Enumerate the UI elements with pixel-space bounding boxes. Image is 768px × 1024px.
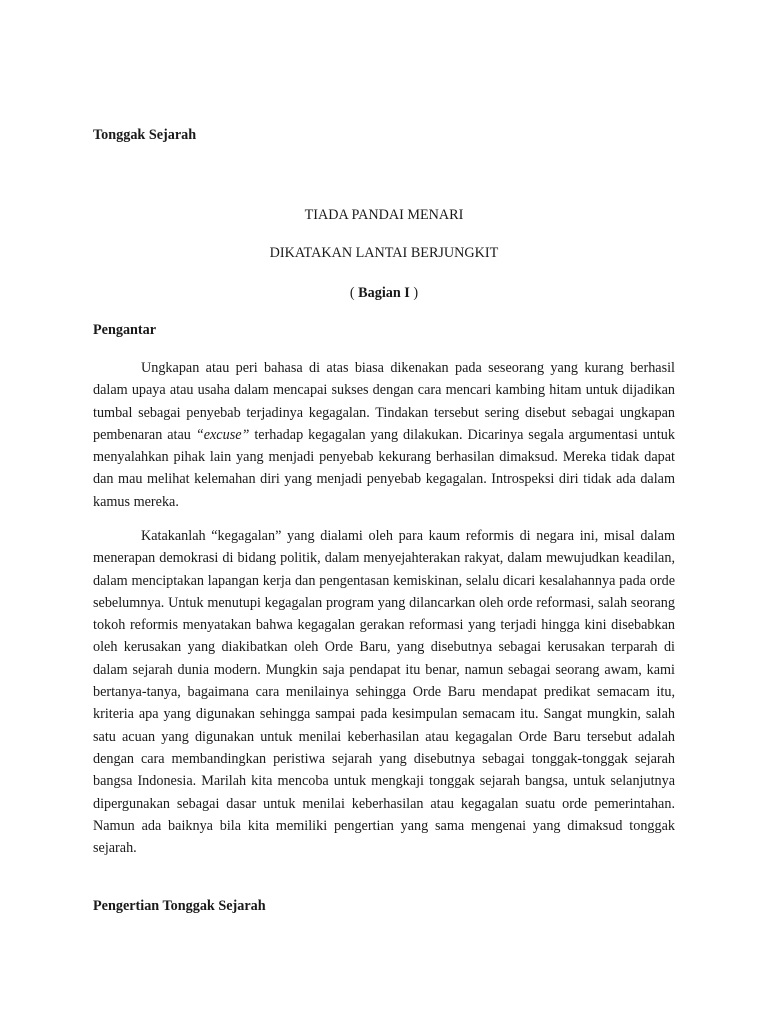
paragraph-2: Katakanlah “kegagalan” yang dialami oleh para kaum reformis di negara ini, misal dalam menerapan demokrasi di bidang politik, dalam menyejahterakan rakyat, dalam mewujudkan keadilan, dalam menciptakan lapangan kerja dan pengentasan kemiskinan, selalu dicari kesalahannya pada orde sebelumnya. Untuk menutupi kegagalan program yang dilancarkan oleh orde reformasi, salah seorang tokoh reformis menyatakan bahwa kegagalan gerakan reformasi yang terjadi hingga kini disebabkan oleh kerusakan yang diakibatkan oleh Orde Baru, yang disebutnya sebagai kerusakan terparah di dalam sejarah dunia modern. Mungkin saja pendapat itu benar, namun sebagai seorang awam, kami bertanya-tanya, bagaimana cara menilainya sehingga Orde Baru mendapat predikat semacam itu, kriteria apa yang digunakan sehingga sampai pada kesimpulan semacam itu. Sangat mungkin, salah satu acuan yang digunakan untuk menilai keberhasilan atau kegagalan Orde Baru tersebut adalah dengan cara membandingkan peristiwa sejarah yang disebutnya sebagai tonggak-tonggak sejarah bangsa Indonesia. Marilah kita mencoba untuk mengkaji tonggak sejarah bangsa, untuk selanjutnya dipergunakan sebagai dasar untuk menilai keberhasilan atau kegagalan suatu orde pemerintahan. Namun ada baiknya bila kita memiliki pengertian yang sama mengenai yang dimaksud tonggak sejarah.	[93, 528, 675, 857]
paragraph-1-italic-term: “excuse”	[195, 426, 250, 443]
paragraph-1-text-before: Ungkapan atau peri bahasa di atas biasa dikenakan pada seseorang yang kurang berhasil dalam upaya atau usaha dalam mencapai sukses dengan cara mencari kambing hitam untuk dijadikan tumbal sebagai penyebab terjadinya kegagalan. Tindakan tersebut sering disebut sebagai ungkapan pembenaran atau	[93, 360, 675, 443]
part-close-paren: )	[409, 285, 419, 301]
document-header-label: Tonggak Sejarah	[93, 127, 197, 143]
title-line-2: DIKATAKAN LANTAI BERJUNGKIT	[269, 245, 499, 261]
section-heading-pengantar: Pengantar	[93, 322, 157, 338]
title-line-1: TIADA PANDAI MENARI	[304, 207, 464, 223]
section-heading-pengertian-tonggak-sejarah: Pengertian Tonggak Sejarah	[93, 898, 266, 914]
paragraph-1-text-after: terhadap kegagalan yang dilakukan. Dicarinya segala argumentasi untuk menyalahkan pihak lain yang menjadi penyebab kekurang berhasilan dimaksud. Mereka tidak dapat dan mau melihat kelemahan diri yang menjadi penyebab kegagalan. Introspeksi diri tidak ada dalam kamus mereka.	[93, 426, 675, 510]
part-open-paren: (	[349, 285, 359, 301]
part-label: Bagian I	[358, 285, 410, 301]
paragraph-1	[93, 357, 675, 513]
part-label-line	[93, 285, 675, 302]
